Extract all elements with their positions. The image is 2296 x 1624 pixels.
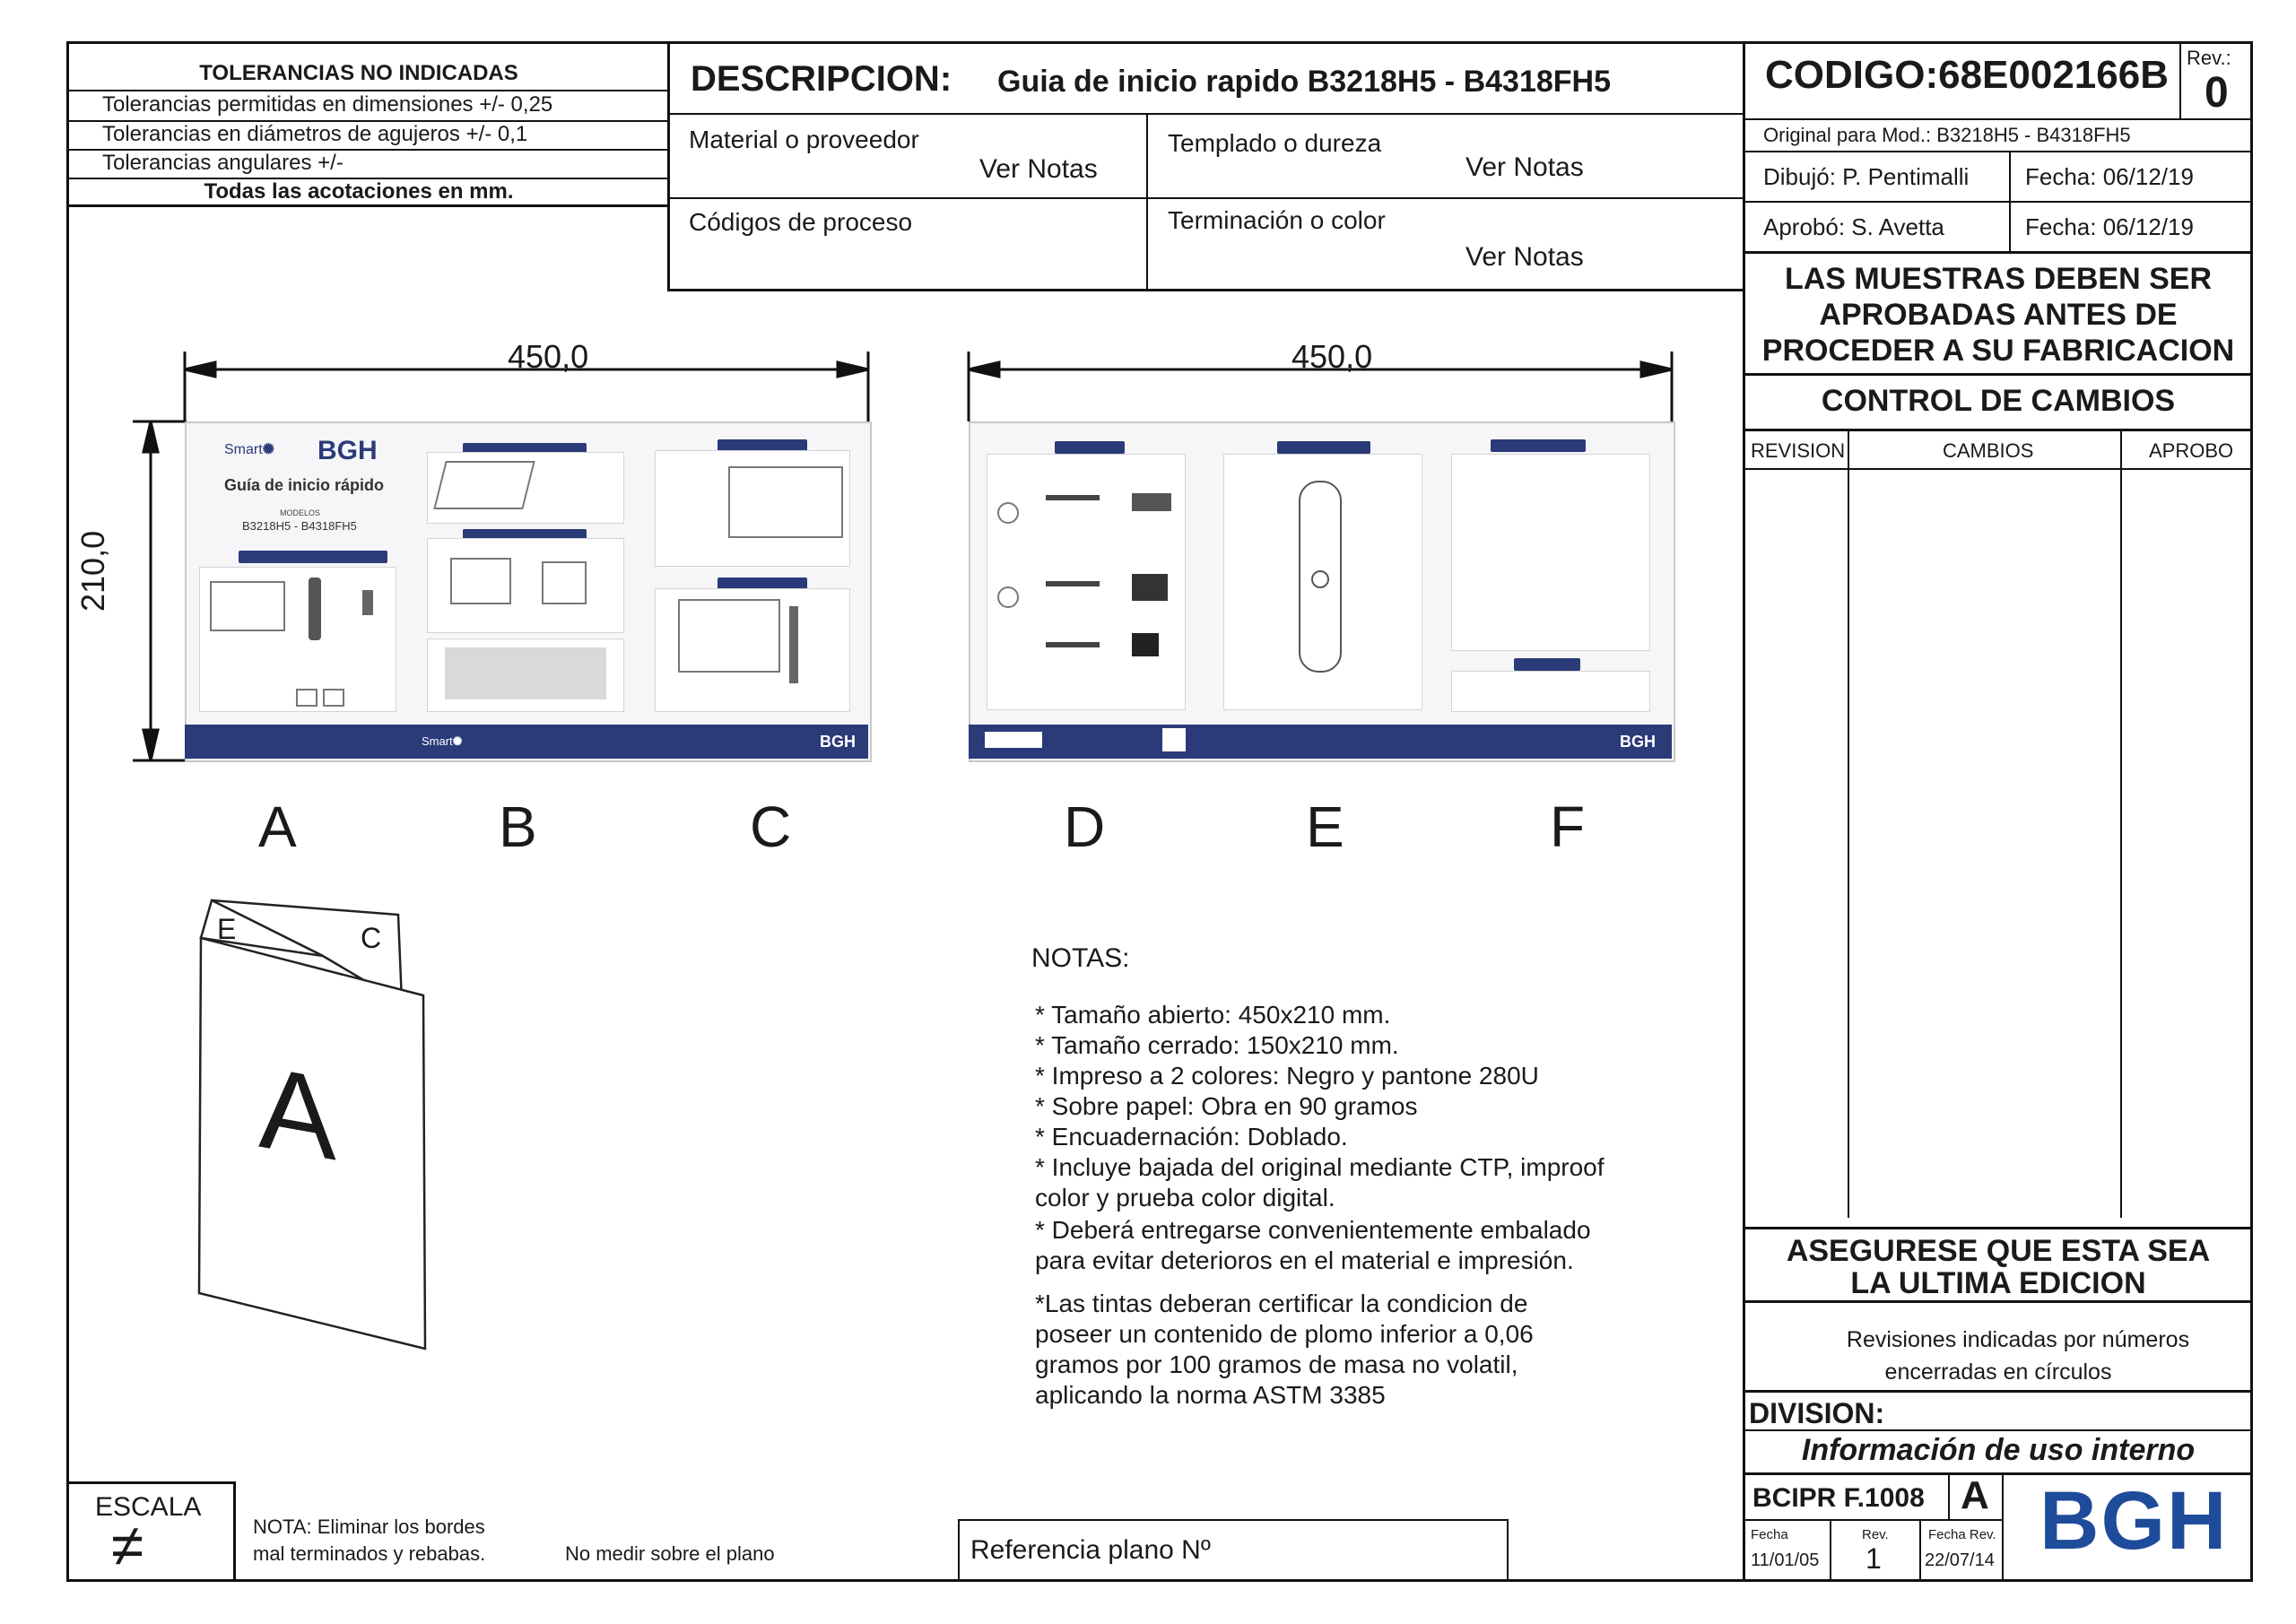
col-changes: CAMBIOS bbox=[1943, 439, 2034, 462]
rev-col-value: 1 bbox=[1866, 1542, 1882, 1575]
description-value: Guia de inicio rapido B3218H5 - B4318FH5 bbox=[997, 65, 1612, 99]
approved-date: Fecha: 06/12/19 bbox=[2025, 213, 2194, 240]
tolerances-footer: Todas las acotaciones en mm. bbox=[204, 179, 514, 204]
front-title: Guía de inicio rápido bbox=[224, 476, 385, 494]
width-dimension-right: 450,0 bbox=[1292, 338, 1373, 375]
material-label: Material o proveedor bbox=[689, 126, 919, 153]
note-line: * Deberá entregarse convenientemente embalado bbox=[1035, 1216, 1591, 1244]
panel-letter-b: B bbox=[499, 795, 537, 859]
fold-letter-c: C bbox=[361, 922, 382, 954]
panel-letter-c: C bbox=[750, 795, 792, 859]
form-code: BCIPR F.1008 bbox=[1752, 1483, 1925, 1513]
fold-letter-e: E bbox=[217, 913, 237, 945]
note-line: para evitar deterioros en el material e impresión. bbox=[1035, 1246, 1574, 1274]
division-label: DIVISION: bbox=[1749, 1397, 1885, 1429]
smart-tv-logo-footer: Smart✺ bbox=[422, 734, 463, 748]
note-line: * Incluye bajada del original mediante CTP, improof bbox=[1035, 1153, 1605, 1181]
revisions-note-2: encerradas en círculos bbox=[1884, 1359, 2112, 1385]
panel-letter-f: F bbox=[1550, 795, 1586, 859]
emanual-card bbox=[1451, 671, 1650, 712]
lead-note-line: aplicando la norma ASTM 3385 bbox=[1035, 1381, 1386, 1409]
rev-value: 0 bbox=[2205, 69, 2229, 117]
drawn-date: Fecha: 06/12/19 bbox=[2025, 163, 2194, 190]
outside-footer-brand: BGH bbox=[820, 733, 856, 751]
note-line: * Tamaño cerrado: 150x210 mm. bbox=[1035, 1031, 1399, 1059]
fecha-label: Fecha bbox=[1751, 1527, 1788, 1542]
rev-label: Rev.: bbox=[2187, 47, 2231, 69]
height-dimension: 210,0 bbox=[74, 530, 111, 612]
inside-footer-brand: BGH bbox=[1620, 733, 1656, 751]
note-line: * Encuadernación: Doblado. bbox=[1035, 1123, 1348, 1151]
samples-warning-1: LAS MUESTRAS DEBEN SER bbox=[1784, 262, 2213, 296]
panel-letter-d: D bbox=[1064, 795, 1106, 859]
note-line: * Tamaño abierto: 450x210 mm. bbox=[1035, 1001, 1391, 1029]
approved-by: Aprobó: S. Avetta bbox=[1763, 213, 1944, 240]
front-models: B3218H5 - B4318FH5 bbox=[242, 519, 357, 533]
panel-letter-a: A bbox=[258, 795, 297, 859]
bgh-logo: BGH bbox=[2039, 1475, 2229, 1567]
width-dimension-left: 450,0 bbox=[508, 338, 589, 375]
original-for-model: Original para Mod.: B3218H5 - B4318FH5 bbox=[1763, 124, 2131, 146]
tolerance-holes: Tolerancias en diámetros de agujeros +/- 0,1 bbox=[102, 122, 528, 146]
lead-note-line: *Las tintas deberan certificar la condicion de bbox=[1035, 1290, 1528, 1317]
samples-warning-2: APROBADAS ANTES DE bbox=[1819, 298, 2178, 332]
note-line: * Sobre papel: Obra en 90 gramos bbox=[1035, 1092, 1418, 1120]
finish-label: Terminación o color bbox=[1168, 206, 1386, 234]
rev-col-label: Rev. bbox=[1862, 1527, 1889, 1542]
samples-warning-3: PROCEDER A SU FABRICACION bbox=[1761, 334, 2235, 368]
panel-letter-e: E bbox=[1306, 795, 1344, 859]
panel-f-header bbox=[1491, 439, 1586, 452]
internal-use-label: Información de uso interno bbox=[1801, 1433, 2196, 1467]
fold-letter-a: A bbox=[258, 1040, 336, 1185]
panel-f-header-2 bbox=[1514, 658, 1580, 671]
fecha-rev-value: 22/07/14 bbox=[1925, 1550, 1995, 1570]
description-label: DESCRIPCION: bbox=[691, 59, 952, 99]
tolerances-title: TOLERANCIAS NO INDICADAS bbox=[199, 61, 518, 85]
finish-value: Ver Notas bbox=[1465, 242, 1584, 272]
process-label: Códigos de proceso bbox=[689, 208, 913, 236]
col-revision: REVISION bbox=[1751, 439, 1846, 462]
drawn-by: Dibujó: P. Pentimalli bbox=[1763, 163, 1970, 190]
panel-e-header bbox=[1277, 441, 1370, 454]
lead-note-line: gramos por 100 gramos de masa no volatil, bbox=[1035, 1350, 1518, 1378]
note-line: * Impreso a 2 colores: Negro y pantone 280U bbox=[1035, 1062, 1539, 1090]
form-rev-letter: A bbox=[1961, 1473, 1989, 1517]
front-brand: BGH bbox=[317, 436, 378, 465]
smart-tv-logo-a: Smart✺ bbox=[224, 442, 275, 457]
burr-note-2: mal terminados y rebabas. bbox=[253, 1542, 486, 1565]
tolerance-angles: Tolerancias angulares +/- bbox=[102, 151, 344, 175]
scale-symbol: ≠ bbox=[111, 1512, 144, 1578]
inside-footer-bar bbox=[969, 725, 1672, 759]
ensure-edition-1: ASEGURESE QUE ESTA SEA bbox=[1786, 1234, 2211, 1268]
no-measure-note: No medir sobre el plano bbox=[565, 1542, 775, 1565]
front-models-label: MODELOS bbox=[280, 508, 321, 517]
panel-d-header bbox=[1055, 441, 1125, 454]
note-line: color y prueba color digital. bbox=[1035, 1184, 1335, 1211]
fecha-value: 11/01/05 bbox=[1751, 1550, 1820, 1570]
notes-title: NOTAS: bbox=[1031, 943, 1130, 973]
first-setup-card bbox=[1451, 454, 1650, 651]
material-value: Ver Notas bbox=[979, 154, 1098, 184]
fecha-rev-label: Fecha Rev. bbox=[1928, 1527, 1996, 1542]
temple-value: Ver Notas bbox=[1465, 152, 1584, 182]
reference-label: Referencia plano Nº bbox=[970, 1535, 1211, 1565]
temple-label: Templado o dureza bbox=[1168, 129, 1382, 157]
col-approved: APROBO bbox=[2149, 439, 2234, 462]
code-number: CODIGO:68E002166B bbox=[1765, 53, 2169, 97]
ensure-edition-2: LA ULTIMA EDICION bbox=[1850, 1266, 2146, 1300]
lead-note-line: poseer un contenido de plomo inferior a 0,06 bbox=[1035, 1320, 1534, 1348]
changes-title: CONTROL DE CAMBIOS bbox=[1821, 384, 2176, 418]
scale-label: ESCALA bbox=[95, 1492, 202, 1522]
burr-note-1: NOTA: Eliminar los bordes bbox=[253, 1515, 485, 1538]
panel-a-header bbox=[239, 551, 387, 563]
outside-footer-bar bbox=[185, 725, 868, 759]
tolerance-dimensions: Tolerancias permitidas en dimensiones +/- 0,25 bbox=[102, 92, 553, 117]
revisions-note-1: Revisiones indicadas por números bbox=[1846, 1327, 2190, 1352]
